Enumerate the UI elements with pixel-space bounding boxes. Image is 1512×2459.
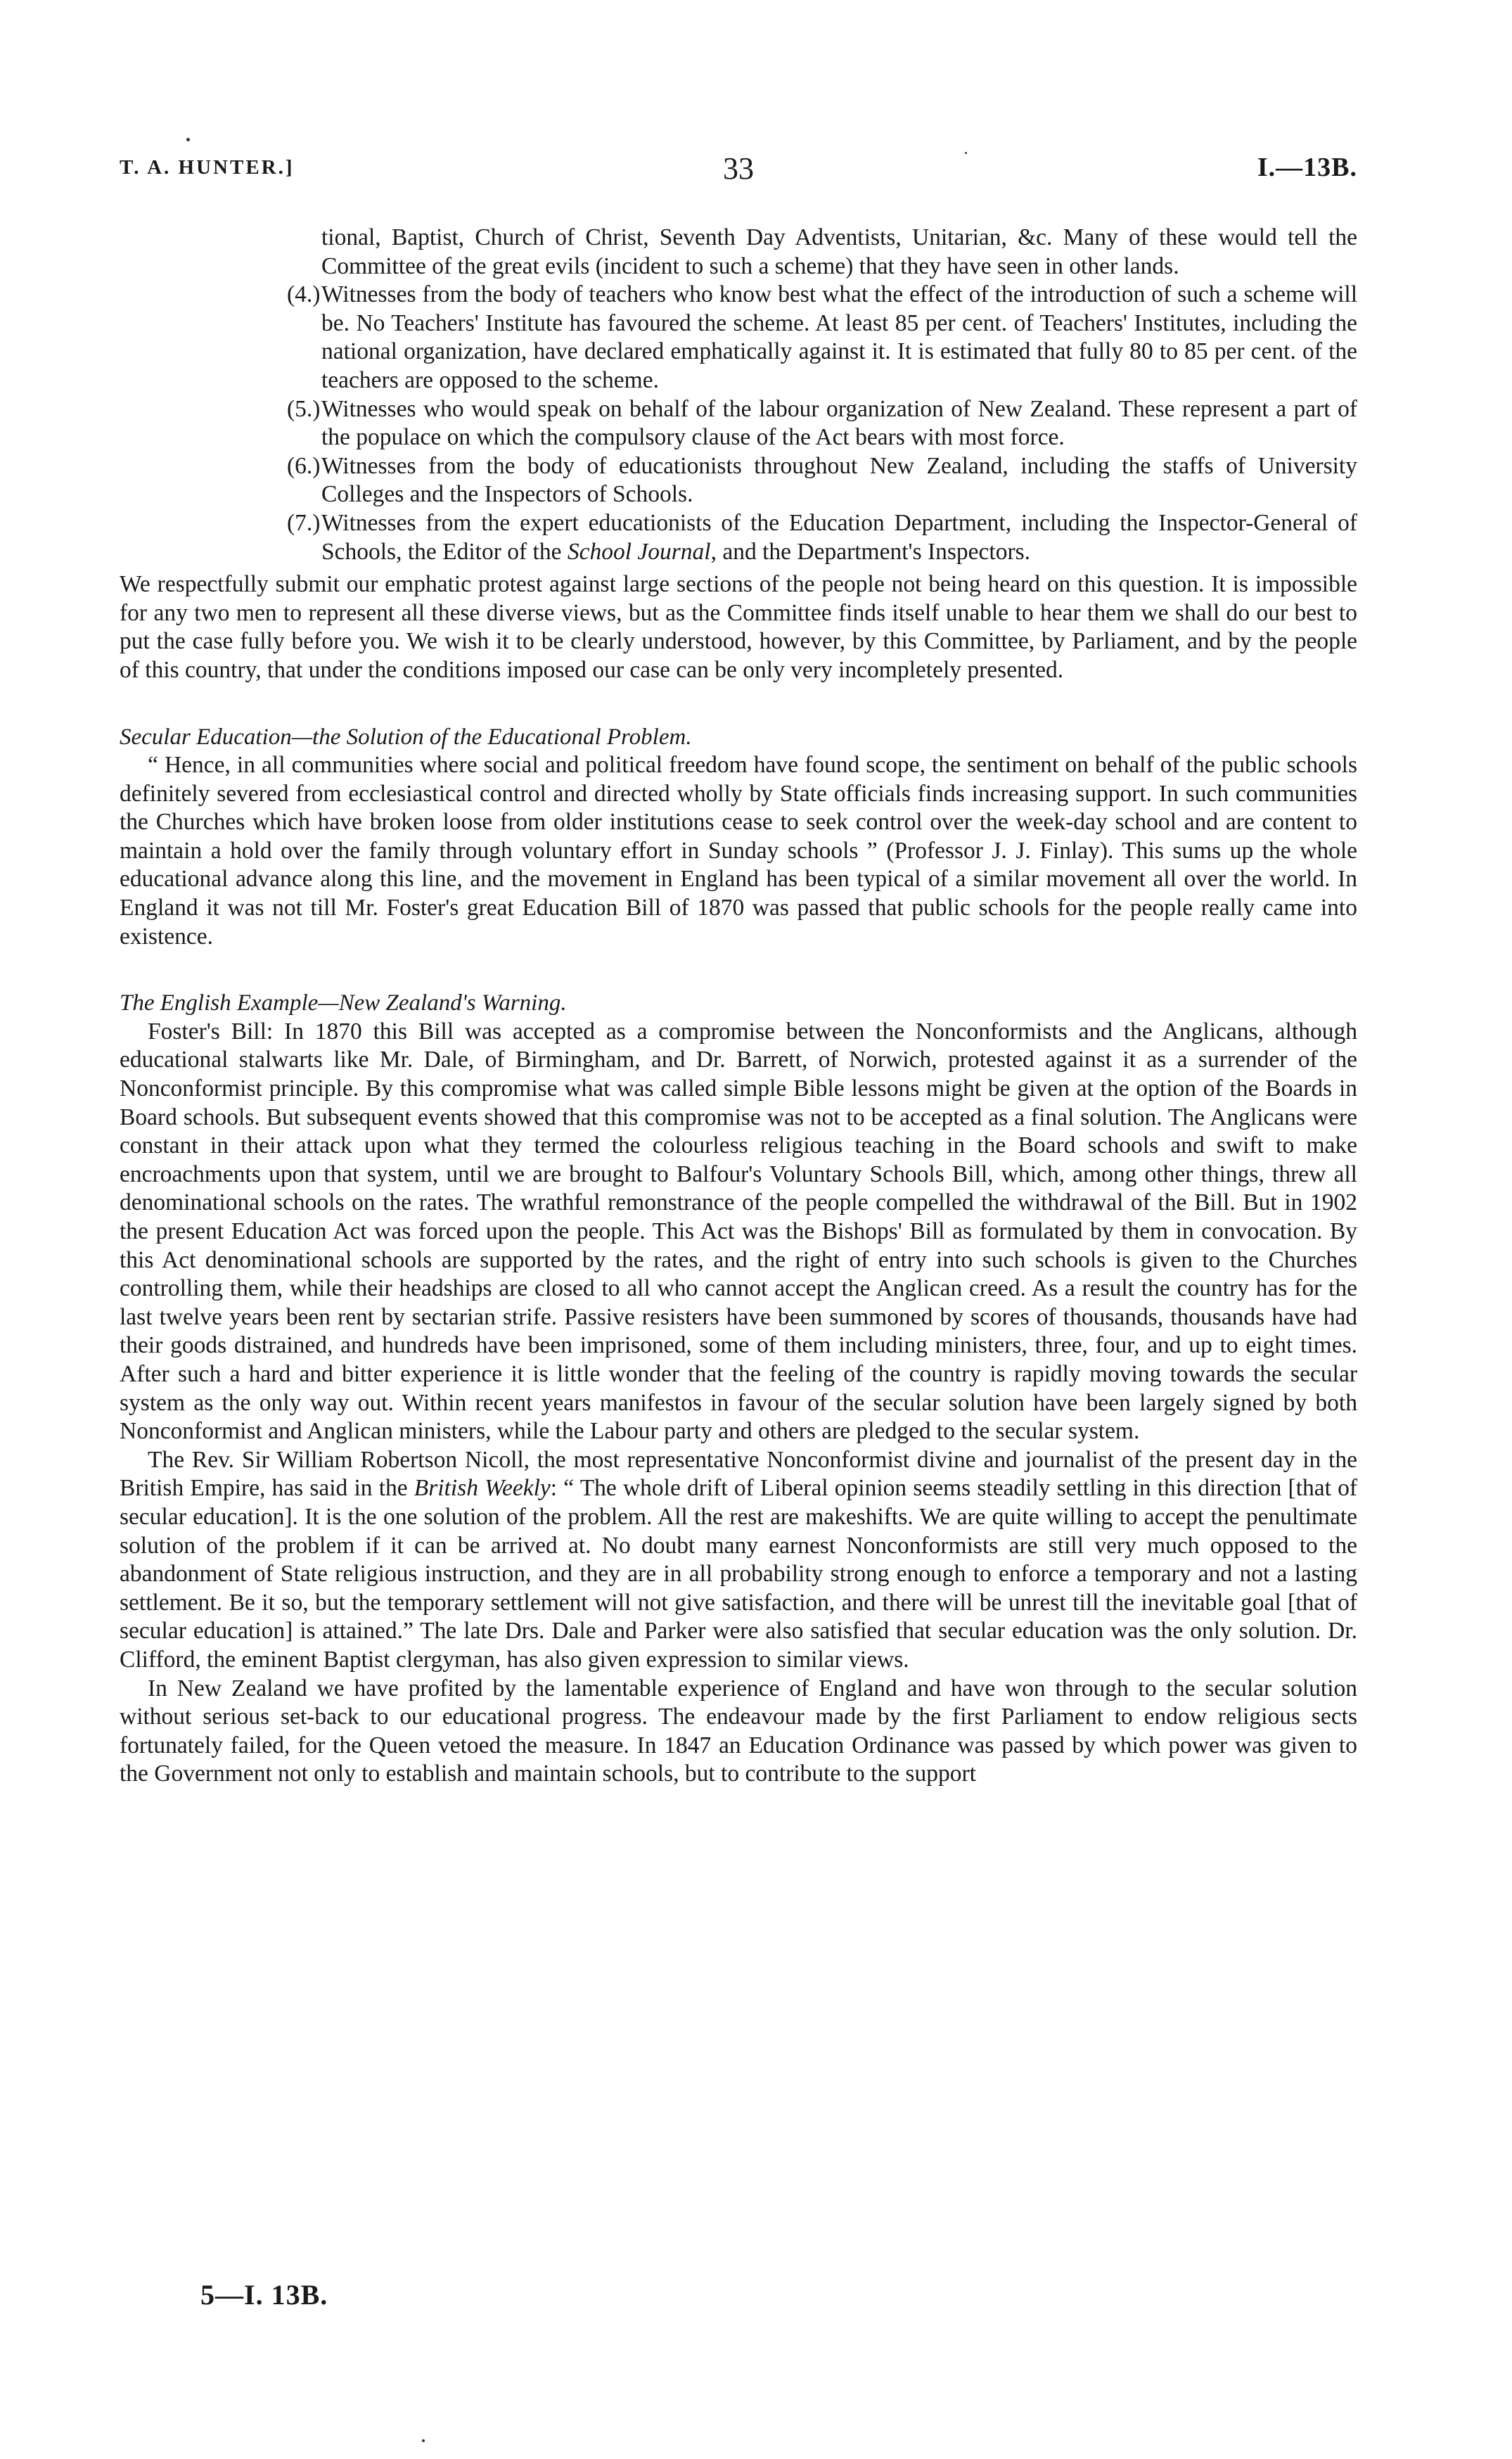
section-paragraph: “ Hence, in all communities where social and political freedom have found scope, the sentiment on behalf of the public schools definitely severed from ecclesiastical control and directed wholly by State officials finds increasing support. In such communities the Churches which have broken loose from older institutions cease to seek control over the week-day school and are content to maintain a hold over the family through voluntary effort in Sunday schools ” (Professor J. J. Finlay). This sums up the whole educational advance along this line, and the movement in England has been typical of a similar movement all over the world. In England it was not till Mr. Foster's great Education Bill of 1870 was passed that public schools for the people really came into existence. [120, 752, 1357, 950]
body-text [120, 224, 1357, 1789]
item-text: Witnesses from the body of teachers who know best what the effect of the introduction of such a scheme will be. No Teachers' Institute has favoured the scheme. At least 85 per cent. of Teachers' Institutes, including the national organization, have declared emphatically against it. It is estimated that fully 80 to 85 per cent. of the teachers are opposed to the scheme. [321, 281, 1357, 393]
item-number: (6.) [287, 452, 321, 479]
item-text [321, 509, 1357, 566]
section-heading: The English Example—New Zealand's Warning. [120, 990, 567, 1016]
paragraph-text: The Rev. Sir William Robertson Nicoll, the most representative Nonconformist divine and journalist of the present day in the British Empire, has said in the [120, 1446, 1357, 1502]
list-continuation: tional, Baptist, Church of Christ, Seventh Day Adventists, Unitarian, &c. Many of these would tell the Committee of the great evils (incident to such a scheme) that they have seen in other lands. [321, 224, 1357, 279]
item-text-part: , and the Department's Inspectors. [710, 538, 1031, 565]
item-number: (5.) [287, 395, 321, 422]
section-paragraph [120, 1446, 1357, 1675]
header-author: T. A. HUNTER.] [120, 156, 295, 179]
speck-mark [186, 138, 190, 141]
signature-mark: 5—I. 13B. [200, 2279, 328, 2311]
journal-title: School Journal [567, 538, 711, 565]
item-number: (4.) [287, 281, 321, 308]
header-page-number: 33 [723, 151, 754, 186]
item-text: Witnesses from the body of educationists throughout New Zealand, including the staffs of University Colleges and the Inspectors of Schools. [321, 452, 1357, 508]
publication-title: British Weekly [414, 1475, 551, 1502]
witness-item [120, 395, 1357, 452]
item-text: Witnesses who would speak on behalf of the labour organization of New Zealand. These represent a part of the populace on which the compulsory clause of the Act bears with most force. [321, 395, 1357, 451]
item-number: (7.) [287, 509, 321, 536]
speck-mark [422, 2439, 425, 2442]
header-reference: I.—13B. [1257, 153, 1357, 182]
section-heading: Secular Education—the Solution of the Educational Problem. [120, 724, 692, 750]
paragraph-text: : “ The whole drift of Liberal opinion seems steadily settling in this direction [that of secular education]. It is the one solution of the problem. All the rest are makeshifts. We are quite willing to accept the penultimate solution of the problem if it can be arrived at. No doubt many earnest Nonconformists are still very much opposed to the abandonment of State religious instruction, and they are in all probability strong enough to enforce a temporary and not a lasting settlement. Be it so, but the temporary settlement will not give satisfaction, and there will be unrest till the inevitable goal [that of secular education] is attained.” The late Drs. Dale and Parker were also satisfied that secular education was the only solution. Dr. Clifford, the eminent Baptist clergyman, has also given expression to similar views. [120, 1475, 1358, 1673]
witness-item [120, 452, 1357, 509]
item-text-part: Witnesses from the expert educationists of the Education Department, including the Inspector-General of Schools, the Editor of the [321, 509, 1357, 565]
section-paragraph: In New Zealand we have profited by the lamentable experience of England and have won through to the secular solution without serious set-back to our educational progress. The endeavour made by the first Parliament to endow religious sects fortunately failed, for the Queen vetoed the measure. In 1847 an Education Ordinance was passed by which power was given to the Government not only to establish and maintain schools, but to contribute to the support [120, 1675, 1357, 1787]
witness-item [120, 509, 1357, 566]
witness-item [120, 281, 1357, 395]
protest-paragraph: We respectfully submit our emphatic protest against large sections of the people not being heard on this question. It is impossible for any two men to represent all these diverse views, but as the Committee finds itself unable to hear them we shall do our best to put the case fully before you. We wish it to be clearly understood, however, by this Committee, by Parliament, and by the people of this country, that under the conditions imposed our case can be only very incompletely presented. [120, 571, 1357, 683]
section-paragraph: Foster's Bill: In 1870 this Bill was accepted as a compromise between the Nonconformists and the Anglicans, although educational stalwarts like Mr. Dale, of Birmingham, and Dr. Barrett, of Norwich, protested against it as a surrender of the Nonconformist principle. By this compromise what was called simple Bible lessons might be given at the option of the Boards in Board schools. But subsequent events showed that this compromise was not to be accepted as a final solution. The Anglicans were constant in their attack upon what they termed the colourless religious teaching in the Board schools and swift to make encroachments upon that system, until we are brought to Balfour's Voluntary Schools Bill, which, among other things, threw all denominational schools on the rates. The wrathful remonstrance of the people compelled the withdrawal of the Bill. But in 1902 the present Education Act was forced upon the people. This Act was the Bishops' Bill as formulated by them in convocation. By this Act denominational schools are supported by the rates, and the right of entry into such schools is given to the Churches controlling them, while their headships are closed to all who cannot accept the Anglican creed. As a result the country has for the last twelve years been rent by sectarian strife. Passive resisters have been summoned by scores of thousands, thousands have had their goods distrained, and hundreds have been imprisoned, some of them including ministers, three, four, and up to eight times. After such a hard and bitter experience it is little wonder that the feeling of the country is rapidly moving towards the secular system as the only way out. Within recent years manifestos in favour of the secular solution have been largely signed by both Nonconformist and Anglican ministers, while the Labour party and others are pledged to the secular system. [120, 1018, 1357, 1445]
page-header [120, 151, 1357, 198]
